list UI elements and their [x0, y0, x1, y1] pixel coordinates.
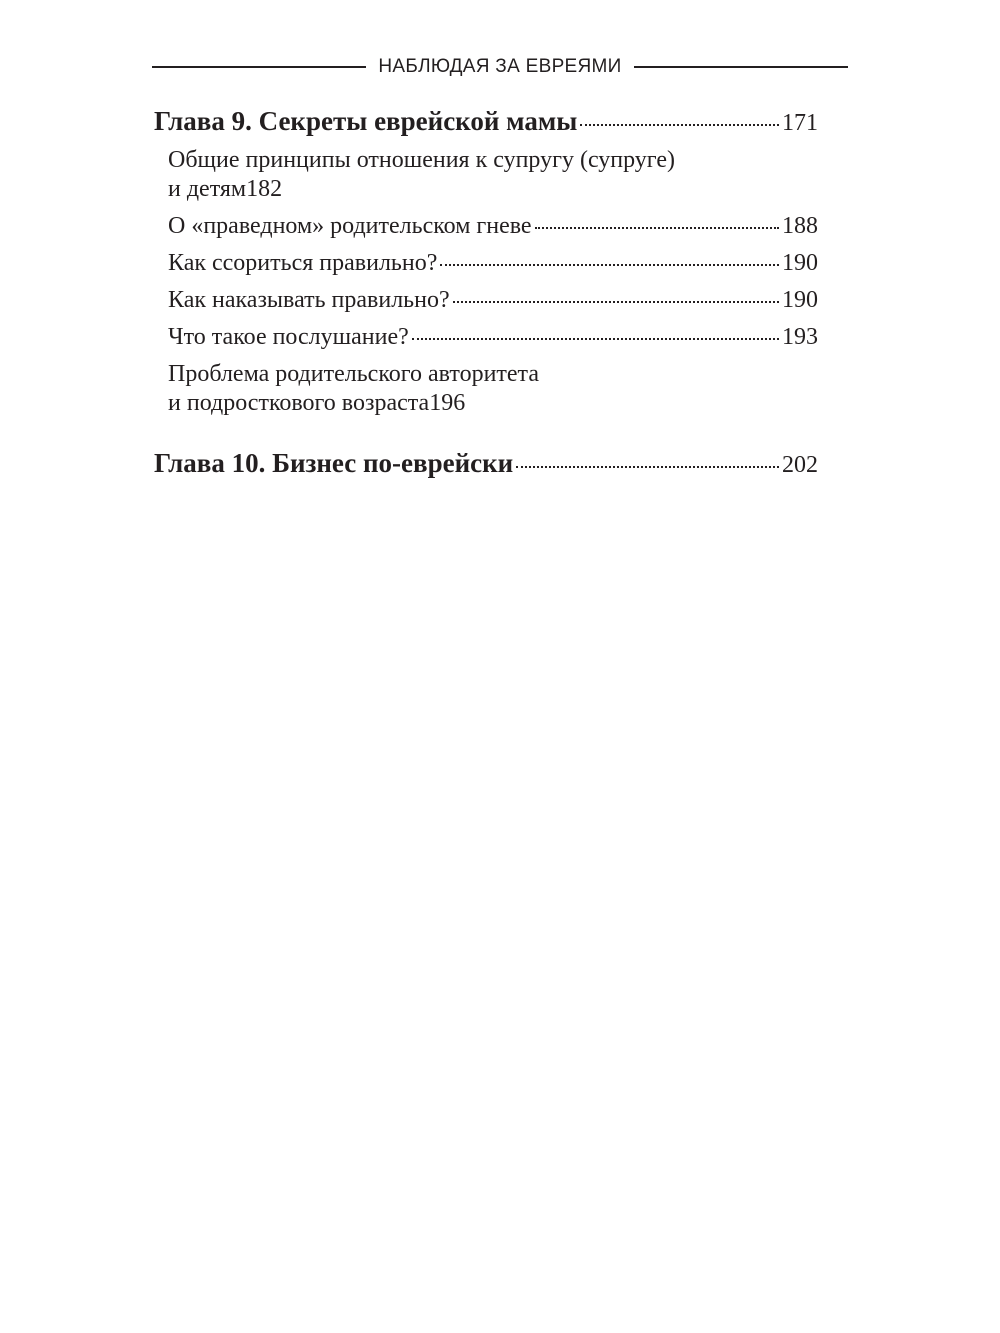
dot-leader: [535, 227, 779, 229]
toc-chapter-9[interactable]: [154, 100, 818, 144]
dot-leader: [453, 301, 779, 303]
toc-section-title: Что такое послушание?: [168, 324, 409, 350]
toc-section-title: Как наказывать правильно?: [168, 287, 450, 313]
toc-section-title-line2: и детям: [168, 176, 247, 202]
toc-section-3[interactable]: [154, 249, 818, 278]
toc-page-number: 171: [782, 110, 818, 136]
dot-leader: [580, 124, 779, 126]
toc-section-4[interactable]: [154, 286, 818, 315]
toc-page-number: 193: [782, 324, 818, 350]
toc-chapter-title: Глава 10. Бизнес по-еврейски: [154, 448, 514, 478]
dot-leader: [516, 466, 779, 468]
toc-chapter-title: Глава 9. Секреты еврейской мамы: [154, 106, 578, 136]
toc-section-title-line2: и подросткового возраста: [168, 390, 430, 416]
toc-section-title: О «праведном» родительском гневе: [168, 213, 532, 239]
table-of-contents: [154, 100, 818, 488]
toc-page-number: 196: [429, 390, 466, 416]
dot-leader: [412, 338, 779, 340]
toc-page-number: 190: [782, 287, 818, 313]
toc-page-number: 202: [782, 452, 818, 478]
toc-section-5[interactable]: [154, 323, 818, 352]
toc-section-6[interactable]: [154, 360, 818, 418]
toc-chapter-10[interactable]: [154, 442, 818, 486]
running-head-title: НАБЛЮДАЯ ЗА ЕВРЕЯМИ: [378, 56, 622, 77]
toc-section-title-line1: Проблема родительского авторитета: [168, 361, 539, 387]
toc-page-number: 182: [246, 176, 283, 202]
running-head-rule-right: [634, 66, 848, 68]
dot-leader: [440, 264, 779, 266]
toc-page-number: 188: [782, 213, 818, 239]
toc-section-title: Как ссориться правильно?: [168, 250, 438, 276]
running-head: [152, 52, 848, 82]
running-head-rule-left: [152, 66, 366, 68]
toc-section-1[interactable]: [154, 146, 818, 204]
toc-page-number: 190: [782, 250, 818, 276]
toc-section-2[interactable]: [154, 212, 818, 241]
toc-section-title-line1: Общие принципы отношения к супругу (супруге): [168, 147, 675, 173]
